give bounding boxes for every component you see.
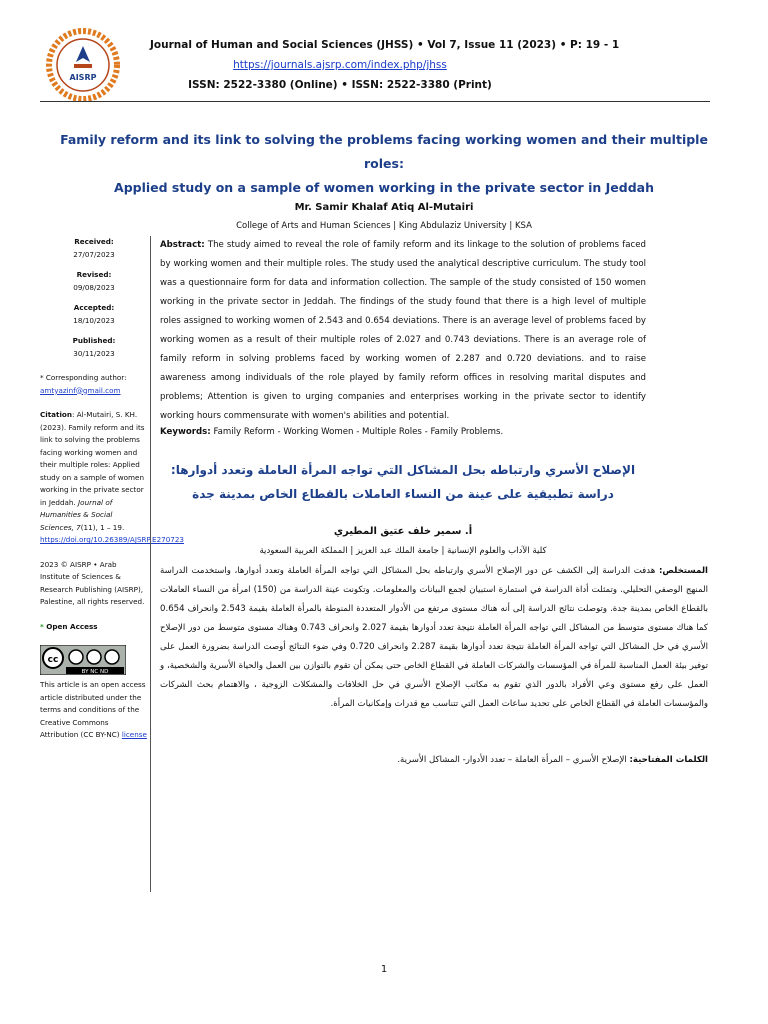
- page-number: 1: [380, 964, 388, 975]
- doi-link[interactable]: https://doi.org/10.26389/AJSRP.E270723: [40, 535, 185, 544]
- nc-icon: [87, 650, 101, 664]
- cc-license-badge[interactable]: [40, 645, 126, 675]
- accepted-label: Accepted:: [73, 303, 115, 312]
- citation-issue: (11), 1 – 19.: [80, 522, 125, 532]
- arabic-title-line-1: الإصلاح الأسري وارتباطه بحل المشاكل التي تواجه المرأة العاملة وتعدد أدوارها:: [170, 463, 636, 477]
- accepted-date: 18/10/2023: [73, 315, 115, 325]
- citation: [40, 409, 185, 547]
- citation-journal: Journal of Humanities & Social Sciences, 7: [40, 497, 113, 532]
- keywords-label: Keywords:: [160, 427, 211, 437]
- laurel-icon: [49, 31, 117, 99]
- journal-header: [150, 38, 650, 92]
- journal-info: Journal of Human and Social Sciences (JHSS) • Vol 7, Issue 11 (2023) • P: 19 - 1: [150, 39, 620, 51]
- revised-label: Revised:: [76, 270, 112, 279]
- header-divider: [40, 101, 710, 102]
- received-label: Received:: [74, 237, 114, 246]
- received-date: 27/07/2023: [73, 249, 115, 259]
- abstract-text: The study aimed to reveal the role of family reform and its linkage to the solution of problems faced by working women and their multiple roles. The study used the analytical descriptive curriculum. The study tool was a questionnaire form for data and information collection. The sample of the study consisted of 150 women working in the private sector in Jeddah. The findings of the study found that there is a high level of multiple roles assigned to working women of 2.543 and 0.654 deviations. There is an average level of problems faced by working women as a result of their multiple roles of 2.027 and 0.743 deviations. There is an average role of family reform in solving problems faced by working women of 2.287 and 0.720 deviations. and to raise awareness among individuals of the role played by family reform offices in resolving marital disputes and problems; Attention is given to urging companies and enterprises working in the private sector to identify working hours commensurate with women's abilities and potential.: [160, 240, 646, 421]
- corresponding-author: [40, 372, 148, 397]
- revised-date: 09/08/2023: [73, 282, 115, 292]
- issn-info: ISSN: 2522-3380 (Online) • ISSN: 2522-3380 (Print): [188, 79, 492, 91]
- arabic-abstract-label: المستخلص:: [658, 566, 708, 576]
- license-text: [40, 679, 148, 742]
- logo-text: AISRP: [69, 73, 97, 82]
- corresponding-label: * Corresponding author:: [40, 373, 127, 382]
- open-access: [40, 621, 148, 634]
- keywords-text: Family Reform - Working Women - Multiple Roles - Family Problems.: [210, 427, 504, 437]
- column-divider: [150, 236, 151, 892]
- abstract-label: Abstract:: [160, 240, 205, 250]
- svg-text:cc: cc: [47, 655, 59, 665]
- license-link[interactable]: license: [121, 730, 147, 739]
- title-line-1: Family reform and its link to solving the problems facing working women and their multiple roles:: [60, 132, 708, 171]
- journal-logo: [34, 22, 132, 108]
- published-label: Published:: [72, 336, 116, 345]
- arabic-title: [160, 458, 646, 506]
- arabic-title-line-2: دراسة تطبيقية على عينة من النساء العاملات بالقطاع الخاص بمدينة جدة: [192, 487, 614, 501]
- english-keywords: [160, 424, 646, 440]
- nd-icon: [105, 650, 119, 664]
- author-name: Mr. Samir Khalaf Atiq Al-Mutairi: [294, 202, 474, 213]
- arabic-abstract-text: هدفت الدراسة إلى الكشف عن دور الإصلاح الأسري وارتباطه بحل المشاكل التي تواجه المرأة العاملة وتعدد أدوارها، واستخدمت الدراسة المنهج الوصفي التحليلي. وتمثلت أداة الدراسة في استمارة استبيان لجمع البيانات والمعلومات. وتكونت عينة الدراسة من (150) امرأة من النساء العاملات بالقطاع الخاص بمدينة جدة. وتوصلت نتائج الدراسة إلى أنه هناك مستوى مرتفع من الأدوار المتعددة المنوطة بالمرأة العاملة بقيمة 2.543 وانحراف 0.654 كما هناك مستوى متوسط من المشاكل التي تواجه المرأة العاملة نتيجة تعدد أدوارها بقيمة 2.027 وانحراف 0.743 وهناك مستوى متوسط من دور الإصلاح الأسري في حل المشاكل التي تواجه المرأة العاملة نتيجة تعدد أدوارها بقيمة 2.287 وانحراف 0.720 وفي ضوء النتائج أوصت الدراسة بضرورة العمل على توفير بيئة العمل المناسبة للمرأة في المؤسسات والشركات العاملة في القطاع الخاص حتى يمكن أن تقوم بالتوازن بين العمل والحياة الأسرية والشخصية، و العمل على رفع مستوى وعي الأفراد بالدور الذي تقوم به مكاتب الإصلاح الأسري في حل الخلافات والمشكلات الزوجية ، والاهتمام بحث الشركات والمؤسسات العاملة في القطاع الخاص على تحديد ساعات العمل التي تتناسب مع قدرات وإمكانيات المرأة.: [160, 566, 708, 709]
- article-dates: [40, 236, 148, 360]
- article-title: [60, 128, 708, 200]
- copyright-notice: 2023 © AISRP • Arab Institute of Sciences & Research Publishing (AISRP), Palestine, all rights reserved.: [40, 559, 145, 606]
- title-line-2: Applied study on a sample of women working in the private sector in Jeddah: [114, 180, 654, 195]
- arabic-keywords-label: الكلمات المفتاحية:: [629, 755, 708, 765]
- star-icon: *: [40, 621, 44, 631]
- english-abstract: [160, 236, 646, 426]
- citation-text: : Al-Mutairi, S. KH. (2023). Family reform and its link to solving the problems facing working women and their multiple roles: Applied study on a sample of women working in the private sector in Jeddah.: [40, 410, 145, 507]
- arabic-author: أ. سمير خلف عتيق المطيري: [333, 526, 473, 537]
- arabic-keywords-text: الإصلاح الأسري – المرأة العاملة – تعدد الأدوار- المشاكل الأسرية.: [397, 755, 630, 765]
- by-icon: [69, 650, 83, 664]
- corresponding-email-link[interactable]: amtyazinf@gmail.com: [40, 385, 121, 395]
- journal-url-link[interactable]: https://journals.ajsrp.com/index.php/jhss: [233, 59, 447, 71]
- citation-label: Citation: [40, 410, 72, 419]
- cc-badge-text: BY NC ND: [81, 669, 109, 675]
- published-date: 30/11/2023: [73, 348, 115, 358]
- arabic-abstract: [160, 562, 708, 714]
- author-affiliation: College of Arts and Human Sciences | King Abdulaziz University | KSA: [236, 221, 532, 231]
- arabic-keywords: [160, 752, 708, 768]
- open-access-label: Open Access: [46, 621, 98, 631]
- license-description: This article is an open access article distributed under the terms and conditions of the Creative Commons Attribution (CC BY-NC): [40, 680, 146, 739]
- arabic-affiliation: كلية الآداب والعلوم الإنسانية | جامعة الملك عبد العزيز | المملكة العربية السعودية: [259, 546, 547, 556]
